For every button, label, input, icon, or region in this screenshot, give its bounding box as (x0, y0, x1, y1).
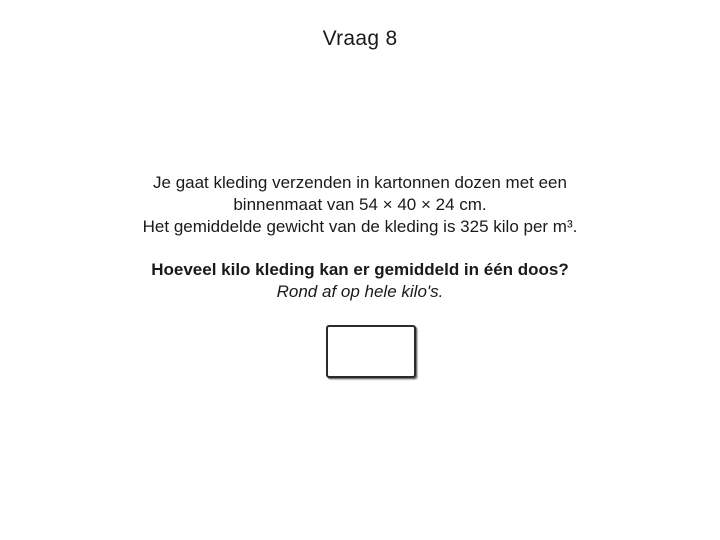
question-prompt (0, 259, 720, 303)
answer-input[interactable] (326, 325, 416, 378)
rounding-hint: Rond af op hele kilo's. (276, 282, 444, 301)
context-line-1: Je gaat kleding verzenden in kartonnen dozen met een (153, 173, 567, 192)
context-line-2: binnenmaat van 54 × 40 × 24 cm. (233, 195, 487, 214)
question-context (0, 172, 720, 238)
question-title: Vraag 8 (322, 27, 398, 50)
question-text: Hoeveel kilo kleding kan er gemiddeld in één doos? (151, 260, 569, 279)
context-line-3: Het gemiddelde gewicht van de kleding is 325 kilo per m³. (142, 217, 578, 236)
